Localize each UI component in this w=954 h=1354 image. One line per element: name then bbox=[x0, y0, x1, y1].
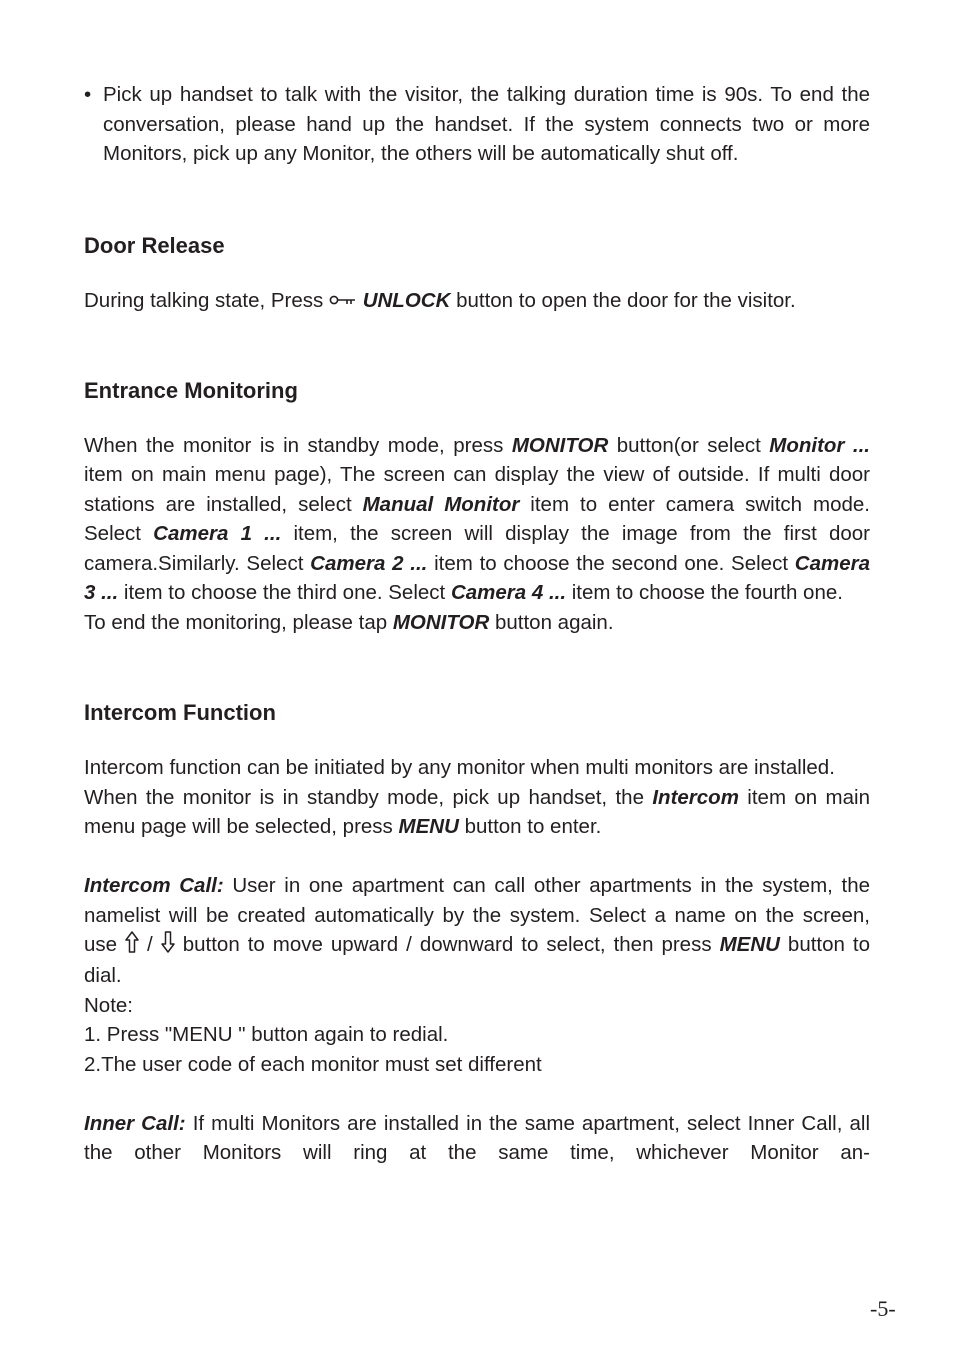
arrow-down-icon bbox=[161, 931, 175, 962]
inner-call-label: Inner Call: bbox=[84, 1111, 186, 1135]
bullet-paragraph bbox=[84, 80, 870, 169]
heading-intercom-function: Intercom Function bbox=[84, 700, 276, 726]
entrance-end-paragraph: To end the monitoring, please tap MONITOR button again. bbox=[84, 610, 614, 634]
note-label: Note: bbox=[84, 993, 133, 1017]
note-item-2: 2.The user code of each monitor must set different bbox=[84, 1052, 542, 1076]
bullet-marker: • bbox=[84, 83, 92, 106]
intercom-paragraph-1: Intercom function can be initiated by any monitor when multi monitors are installed. bbox=[84, 756, 835, 780]
key-icon bbox=[329, 286, 357, 316]
door-release-paragraph: During talking state, Press UNLOCK button to open the door for the visitor. bbox=[84, 286, 870, 316]
inner-call-paragraph: Inner Call: If multi Monitors are installed in the same apartment, select Inner Call, all the other Monitors will ring at the same time, whichever Monitor an- bbox=[84, 1111, 870, 1165]
arrow-up-icon bbox=[125, 931, 139, 962]
entrance-paragraph: When the monitor is in standby mode, press MONITOR button(or select Monitor ... item on main menu page), The screen can display the view of outside. If multi door stations are installed, select Manual Monitor item to enter camera switch mode. Select Camera 1 ... item, the screen will display the image from the first door camera.Similarly. Select Camera 2 ... item to choose the second one. Select Camera 3 ... item to choose the third one. Select Camera 4 ... item to choose the fourth one. bbox=[84, 433, 871, 605]
intercom-call-label: Intercom Call: bbox=[84, 874, 224, 898]
unlock-label: UNLOCK bbox=[362, 288, 451, 312]
document-page bbox=[84, 80, 870, 1168]
page-number: -5- bbox=[870, 1296, 896, 1321]
intercom-call-paragraph: Intercom Call: User in one apartment can call other apartments in the system, the namelist will be created automatically by the system. Select a name on the screen, use / button to move upward / downward to select, then press MENU button to dial. bbox=[84, 874, 871, 988]
heading-door-release: Door Release bbox=[84, 232, 225, 258]
heading-entrance-monitoring: Entrance Monitoring bbox=[84, 377, 298, 403]
intercom-paragraph-2: When the monitor is in standby mode, pick up handset, the Intercom item on main menu page will be selected, press MENU button to enter. bbox=[84, 785, 870, 839]
note-item-1: 1. Press "MENU " button again to redial. bbox=[84, 1023, 449, 1047]
bullet-text: Pick up handset to talk with the visitor, the talking duration time is 90s. To end the conversation, please hand up the handset. If the system connects two or more Monitors, pick up any Monitor, the others will be automatically shut off. bbox=[103, 83, 870, 165]
